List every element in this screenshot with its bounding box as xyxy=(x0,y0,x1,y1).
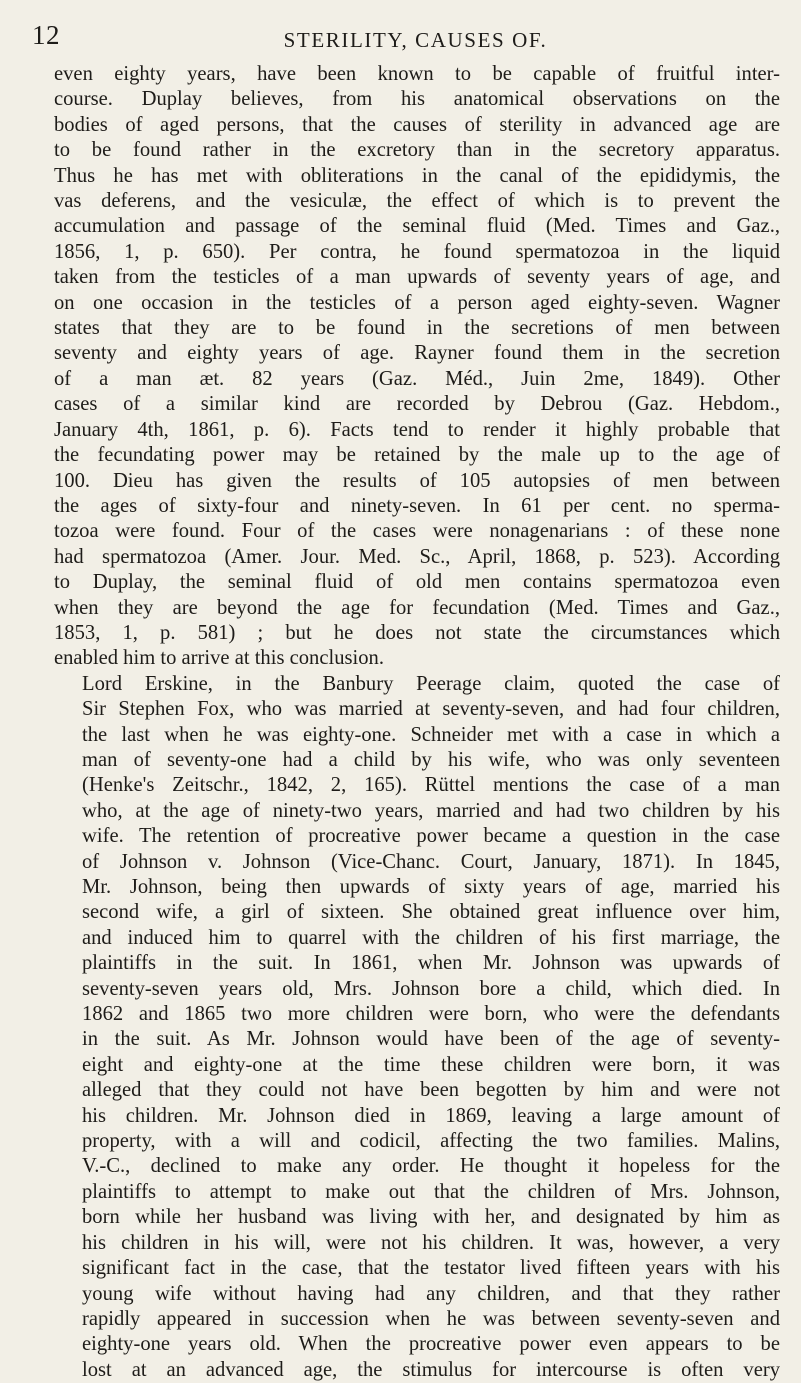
text-line: plaintiffs to attempt to make out that the children of Mrs. Johnson, xyxy=(82,1180,780,1203)
text-line: his children. Mr. Johnson died in 1869, leaving a large amount of xyxy=(82,1104,780,1127)
page-number: 12 xyxy=(32,20,60,50)
text-line: plaintiffs in the suit. In 1861, when Mr. Johnson was upwards of xyxy=(82,952,780,975)
text-line: wife. The retention of procreative power became a question in the case xyxy=(82,825,780,848)
body-text xyxy=(54,62,780,1383)
text-line: seventy and eighty years of age. Rayner found them in the secretion xyxy=(54,342,780,365)
text-line: rapidly appeared in succession when he was between seventy-seven and xyxy=(82,1307,780,1330)
text-line: tozoa were found. Four of the cases were nonagenarians : of these none xyxy=(54,520,780,543)
running-title: STERILITY, CAUSES OF. xyxy=(283,28,548,52)
text-line: second wife, a girl of sixteen. She obtained great influence over him, xyxy=(82,901,780,924)
text-line: when they are beyond the age for fecundation (Med. Times and Gaz., xyxy=(54,596,780,619)
text-line: lost at an advanced age, the stimulus for intercourse is often very xyxy=(82,1358,780,1381)
text-line: enabled him to arrive at this conclusion. xyxy=(54,647,384,670)
text-line: eighty-one years old. When the procreative power even appears to be xyxy=(82,1333,780,1356)
text-line: 1862 and 1865 two more children were born, who were the defendants xyxy=(82,1003,780,1026)
text-line: course. Duplay believes, from his anatomical observations on the xyxy=(54,88,780,111)
text-line: V.-C., declined to make any order. He thought it hopeless for the xyxy=(82,1155,780,1178)
text-line: in the suit. As Mr. Johnson would have been of the age of seventy- xyxy=(82,1028,780,1051)
text-line: states that they are to be found in the secretions of men between xyxy=(54,317,780,340)
text-line: 1853, 1, p. 581) ; but he does not state the circumstances which xyxy=(54,621,780,644)
paragraph xyxy=(54,62,780,672)
text-line: eight and eighty-one at the time these children were born, it was xyxy=(82,1053,780,1076)
text-line: to be found rather in the excretory than in the secretory apparatus. xyxy=(54,139,780,162)
text-line: cases of a similar kind are recorded by Debrou (Gaz. Hebdom., xyxy=(54,393,780,416)
text-line: alleged that they could not have been begotten by him and were not xyxy=(82,1079,780,1102)
text-line: vas deferens, and the vesiculæ, the effect of which is to prevent the xyxy=(54,190,780,213)
text-line: Lord Erskine, in the Banbury Peerage claim, quoted the case of xyxy=(82,672,780,695)
text-line: property, with a will and codicil, affecting the two families. Malins, xyxy=(82,1130,780,1153)
text-line: taken from the testicles of a man upwards of seventy years of age, and xyxy=(54,266,780,289)
text-line: 1856, 1, p. 650). Per contra, he found spermatozoa in the liquid xyxy=(54,240,780,263)
text-line: man of seventy-one had a child by his wife, who was only seventeen xyxy=(82,748,780,771)
text-line: to Duplay, the seminal fluid of old men contains spermatozoa even xyxy=(54,571,780,594)
text-line: significant fact in the case, that the testator lived fifteen years with his xyxy=(82,1257,780,1280)
text-line: and induced him to quarrel with the children of his first marriage, the xyxy=(82,926,780,949)
text-line: 100. Dieu has given the results of 105 autopsies of men between xyxy=(54,469,780,492)
text-line: bodies of aged persons, that the causes of sterility in advanced age are xyxy=(54,113,780,136)
text-line: even eighty years, have been known to be capable of fruitful inter- xyxy=(54,63,780,85)
text-line: Sir Stephen Fox, who was married at seventy-seven, and had four children, xyxy=(82,698,780,721)
text-line: the fecundating power may be retained by the male up to the age of xyxy=(54,444,780,467)
text-line: had spermatozoa (Amer. Jour. Med. Sc., April, 1868, p. 523). According xyxy=(54,545,780,568)
text-line: his children in his will, were not his children. It was, however, a very xyxy=(82,1231,780,1254)
text-line: who, at the age of ninety-two years, married and had two children by his xyxy=(82,799,780,822)
text-line: January 4th, 1861, p. 6). Facts tend to render it highly probable that xyxy=(54,418,780,441)
text-line: of Johnson v. Johnson (Vice-Chanc. Court, January, 1871). In 1845, xyxy=(82,850,780,873)
text-line: the ages of sixty-four and ninety-seven. In 61 per cent. no sperma- xyxy=(54,494,780,517)
text-line: accumulation and passage of the seminal fluid (Med. Times and Gaz., xyxy=(54,215,780,238)
text-line: young wife without having had any children, and that they rather xyxy=(82,1282,780,1305)
text-line: Mr. Johnson, being then upwards of sixty years of age, married his xyxy=(82,876,780,898)
text-line: the last when he was eighty-one. Schneider met with a case in which a xyxy=(82,723,780,746)
text-line: seventy-seven years old, Mrs. Johnson bore a child, which died. In xyxy=(82,977,780,1000)
text-line: born while her husband was living with her, and designated by him as xyxy=(82,1206,780,1229)
paragraph xyxy=(54,672,780,1383)
text-line: Thus he has met with obliterations in the canal of the epididymis, the xyxy=(54,164,780,187)
text-line: on one occasion in the testicles of a person aged eighty-seven. Wagner xyxy=(54,291,780,314)
text-line: of a man æt. 82 years (Gaz. Méd., Juin 2me, 1849). Other xyxy=(54,367,780,390)
text-line: (Henke's Zeitschr., 1842, 2, 165). Rüttel mentions the case of a man xyxy=(82,774,780,797)
